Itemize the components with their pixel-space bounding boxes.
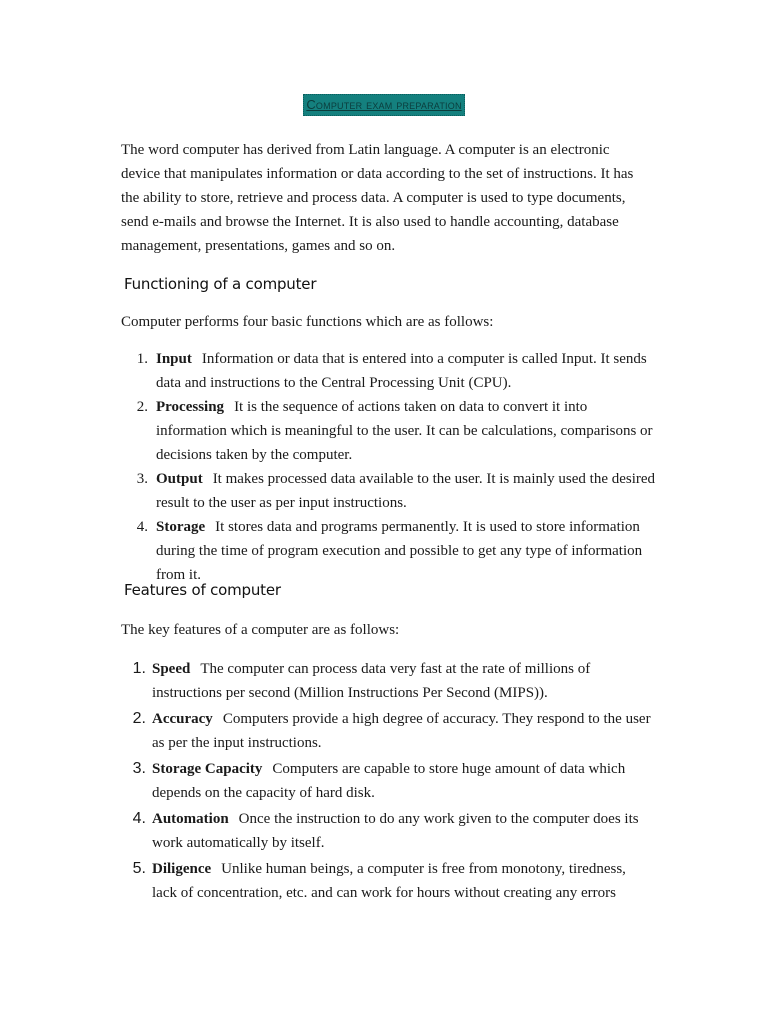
item-number: 4.: [136, 519, 148, 535]
list-item: [132, 757, 652, 805]
item-text: Information or data that is entered into a computer is called Input. It sends data and instructions to the Central Processing Unit (CPU).: [156, 351, 647, 391]
list-item: [136, 467, 656, 515]
item-term: Output: [156, 471, 203, 487]
list-item: [132, 857, 652, 905]
item-term: Storage: [156, 519, 206, 535]
list-item: [136, 515, 656, 587]
document-title: Computer exam preparation: [303, 94, 464, 116]
item-term: Accuracy: [152, 711, 213, 727]
item-text: Once the instruction to do any work given to the computer does its work automatically by itself.: [152, 811, 639, 851]
item-number: 5.: [132, 860, 146, 877]
item-term: Input: [156, 351, 192, 367]
item-number: 1.: [136, 351, 148, 367]
item-number: 2.: [132, 710, 146, 727]
item-number: 4.: [132, 810, 146, 827]
features-list: [132, 657, 652, 907]
functions-list: [136, 347, 656, 587]
item-text: Unlike human beings, a computer is free from monotony, tiredness, lack of concentration, etc. and can work for hours without creating any errors: [152, 861, 626, 901]
item-number: 2.: [136, 399, 148, 415]
section-lead-features: The key features of a computer are as follows:: [121, 622, 400, 638]
item-number: 3.: [136, 471, 148, 487]
item-text: It stores data and programs permanently. It is used to store information during the time of program execution and possible to get any type of information from it.: [156, 519, 643, 583]
list-item: [132, 657, 652, 705]
section-lead-functioning: Computer performs four basic functions which are as follows:: [121, 314, 494, 330]
item-number: 3.: [132, 760, 146, 777]
item-text: It is the sequence of actions taken on data to convert it into information which is meaningful to the user. It can be calculations, comparisons or decisions taken by the computer.: [156, 399, 653, 463]
list-item: [132, 807, 652, 855]
item-text: The computer can process data very fast at the rate of millions of instructions per second (Million Instructions Per Second (MIPS)).: [152, 661, 591, 701]
section-heading-features: Features of computer: [124, 581, 281, 599]
item-term: Automation: [152, 811, 229, 827]
list-item: [136, 395, 656, 467]
list-item: [136, 347, 656, 395]
list-item: [132, 707, 652, 755]
title-wrapper: [0, 94, 768, 116]
item-number: 1.: [132, 660, 146, 677]
item-term: Storage Capacity: [152, 761, 263, 777]
intro-paragraph: The word computer has derived from Latin language. A computer is an electronic device that manipulates information or data according to the set of instructions. It has the ability to store, retrieve and process data. A computer is used to type documents, send e-mails and browse the Internet. It is also used to handle accounting, database management, presentations, games and so on.: [121, 142, 634, 254]
item-term: Diligence: [152, 861, 212, 877]
item-text: Computers are capable to store huge amount of data which depends on the capacity of hard disk.: [152, 761, 626, 801]
item-term: Speed: [152, 661, 191, 677]
item-text: It makes processed data available to the user. It is mainly used the desired result to the user as per input instructions.: [156, 471, 656, 511]
section-heading-functioning: Functioning of a computer: [124, 275, 317, 293]
item-text: Computers provide a high degree of accuracy. They respond to the user as per the input instructions.: [152, 711, 651, 751]
item-term: Processing: [156, 399, 225, 415]
